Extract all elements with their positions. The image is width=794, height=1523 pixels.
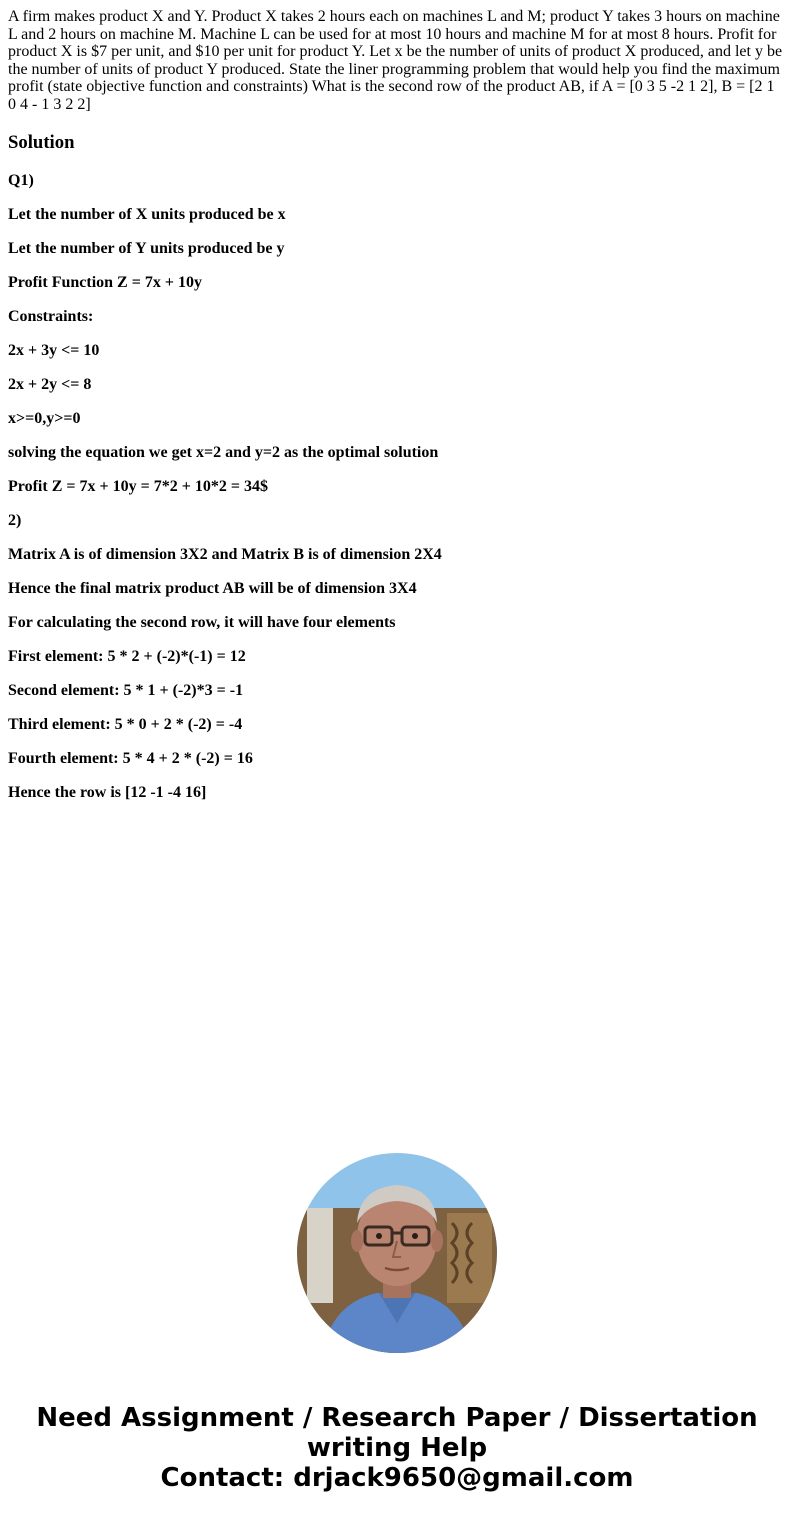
solution-lines [8,172,786,818]
solution-line: Q1) [8,172,34,189]
solution-heading: Solution [8,132,75,153]
question-text: A firm makes product X and Y. Product X takes 2 hours each on machines L and M; product Y takes 3 hours on machine L and 2 hours on machine M. Machine L can be used for at most 10 hours and machine M for at most 8 hours. Profit for product X is $7 per unit, and $10 per unit for product Y. Let x be the number of units of product X produced, and let y be the number of units of product Y produced. State the liner programming problem that would help you find the maximum profit (state objective function and constraints) What is the second row of the product AB, if A = [0 3 5 -2 1 2], B = [2 1 0 4 - 1 3 2 2] [8,8,783,113]
solution-line: Third element: 5 * 0 + 2 * (-2) = -4 [8,716,243,733]
solution-line: For calculating the second row, it will have four elements [8,614,396,631]
solution-line: Second element: 5 * 1 + (-2)*3 = -1 [8,682,244,699]
solution-line: First element: 5 * 2 + (-2)*(-1) = 12 [8,648,246,665]
solution-line: Let the number of X units produced be x [8,206,286,223]
solution-line: 2) [8,512,22,529]
solution-line: 2x + 2y <= 8 [8,376,92,393]
solution-line: Fourth element: 5 * 4 + 2 * (-2) = 16 [8,750,253,767]
solution-line: Profit Function Z = 7x + 10y [8,274,202,291]
document-body [8,8,786,818]
person-photo-icon [297,1153,497,1353]
solution-line: Matrix A is of dimension 3X2 and Matrix B is of dimension 2X4 [8,546,442,563]
solution-line: solving the equation we get x=2 and y=2 as the optimal solution [8,444,439,461]
solution-line: Hence the row is [12 -1 -4 16] [8,784,207,801]
solution-line: Profit Z = 7x + 10y = 7*2 + 10*2 = 34$ [8,478,268,495]
solution-line: 2x + 3y <= 10 [8,342,100,359]
cta-line-2: writing Help [306,1433,488,1463]
avatar [297,1153,497,1353]
solution-line: Let the number of Y units produced be y [8,240,285,257]
contact-banner [0,1403,794,1493]
cta-line-1: Need Assignment / Research Paper / Dissertation [36,1403,758,1433]
cta-contact: Contact: drjack9650@gmail.com [160,1463,634,1493]
solution-line: x>=0,y>=0 [8,410,81,427]
solution-line: Hence the final matrix product AB will be of dimension 3X4 [8,580,417,597]
solution-line: Constraints: [8,308,94,325]
